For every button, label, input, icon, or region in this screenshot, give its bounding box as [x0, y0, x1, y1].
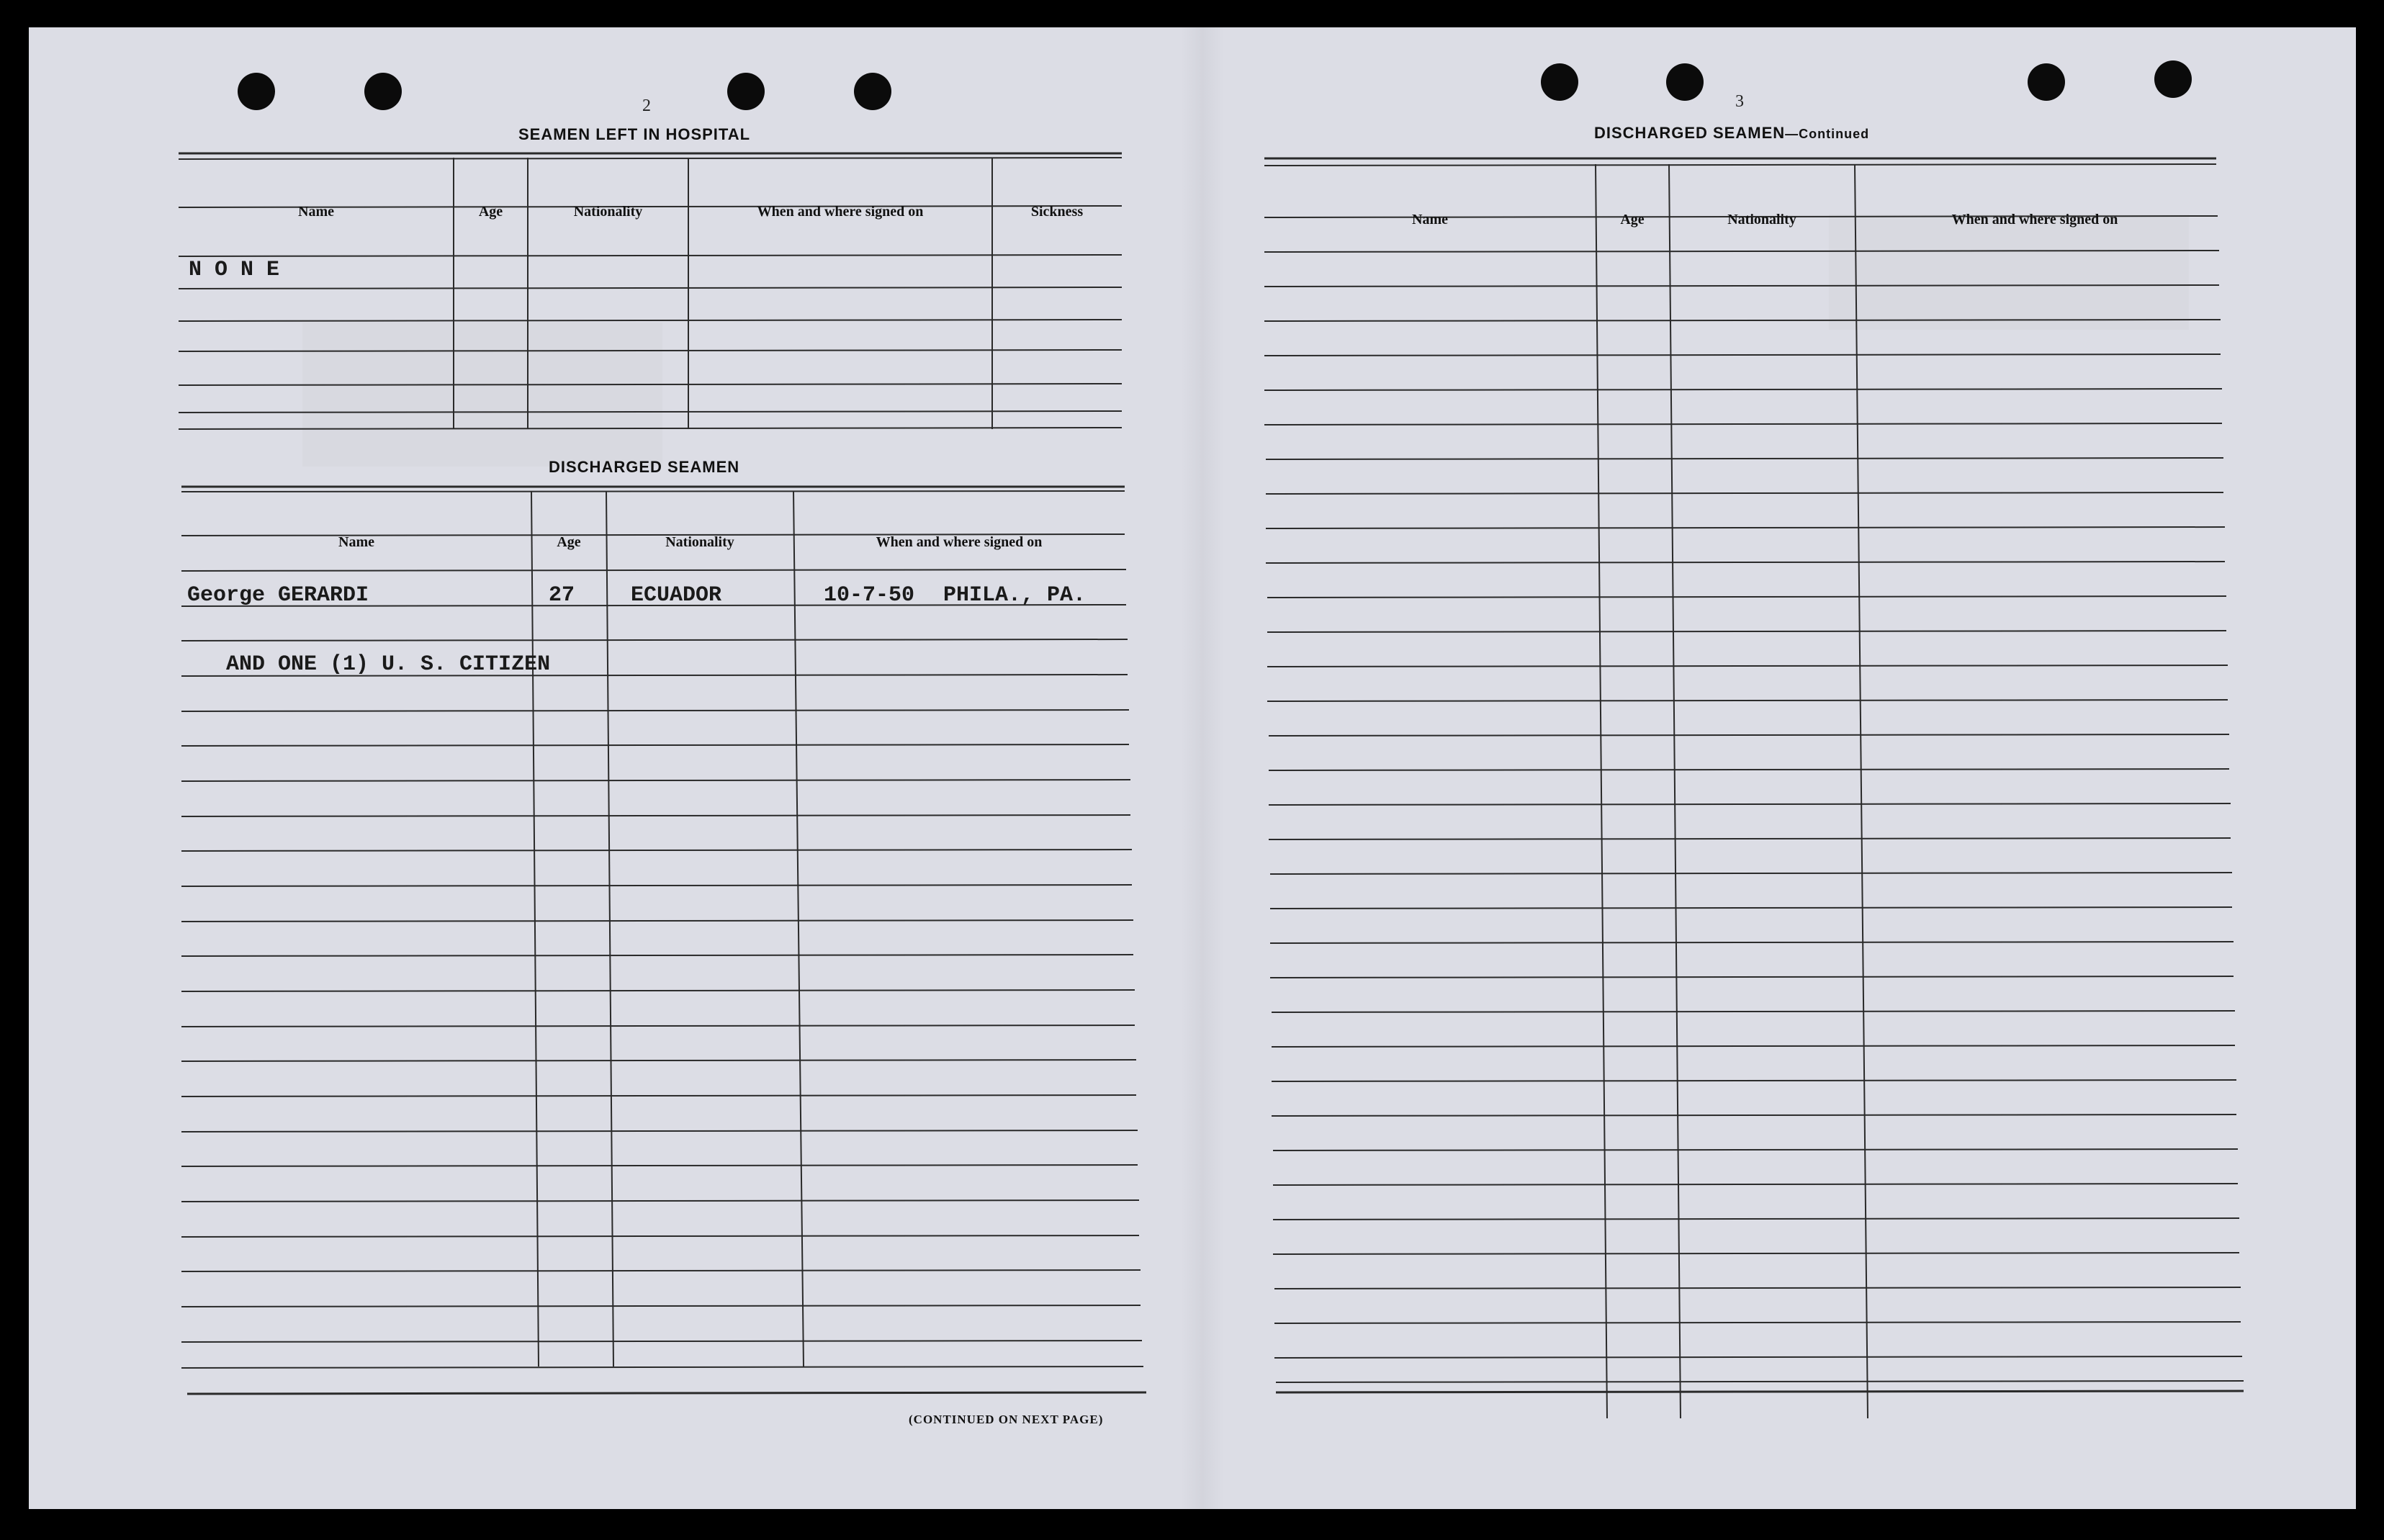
- continued-col-age: Age: [1620, 212, 1645, 228]
- hospital-col-signed-on: When and where signed on: [757, 204, 924, 220]
- punch-hole: [2154, 60, 2192, 98]
- hospital-col-sickness: Sickness: [1030, 204, 1084, 220]
- continued-section-title: [1594, 124, 1869, 143]
- seaman-signed-place: PHILA., PA.: [943, 583, 1087, 608]
- punch-hole: [238, 73, 275, 110]
- seaman-age: 27: [549, 583, 575, 608]
- hospital-col-nationality: Nationality: [573, 204, 643, 220]
- continued-table-grid: [1264, 158, 2272, 1447]
- hospital-section-title: SEAMEN LEFT IN HOSPITAL: [518, 125, 751, 143]
- seaman-name: George GERARDI: [187, 583, 369, 608]
- us-citizen-note: AND ONE (1) U. S. CITIZEN: [226, 652, 551, 677]
- continued-title-main: DISCHARGED SEAMEN: [1594, 124, 1786, 142]
- discharged-col-age: Age: [557, 534, 581, 550]
- hospital-none-entry: N O N E: [189, 258, 280, 282]
- center-fold: [1181, 27, 1224, 1509]
- punch-hole: [2028, 63, 2065, 101]
- hospital-col-name: Name: [298, 204, 334, 220]
- discharged-col-name: Name: [338, 534, 374, 550]
- continued-footer: (CONTINUED ON NEXT PAGE): [909, 1413, 1104, 1426]
- seaman-nationality: ECUADOR: [631, 583, 722, 608]
- document-paper: [29, 27, 2356, 1509]
- discharged-section-title: DISCHARGED SEAMEN: [549, 458, 740, 476]
- hospital-col-age: Age: [478, 204, 503, 220]
- page-number-right: 3: [1735, 92, 1744, 111]
- continued-col-nationality: Nationality: [1727, 212, 1796, 228]
- punch-hole: [1541, 63, 1578, 101]
- punch-hole: [364, 73, 402, 110]
- hospital-table-grid: [179, 153, 1158, 470]
- punch-hole: [1666, 63, 1704, 101]
- discharged-table-grid: [181, 487, 1168, 1444]
- discharged-col-signed-on: When and where signed on: [876, 534, 1043, 550]
- continued-title-suffix: —Continued: [1785, 127, 1870, 141]
- punch-hole: [854, 73, 891, 110]
- discharged-col-nationality: Nationality: [665, 534, 734, 550]
- punch-hole: [727, 73, 765, 110]
- continued-col-name: Name: [1412, 212, 1448, 228]
- seaman-signed-date: 10-7-50: [824, 583, 915, 608]
- page-number-left: 2: [642, 96, 651, 115]
- continued-col-signed-on: When and where signed on: [1951, 212, 2118, 228]
